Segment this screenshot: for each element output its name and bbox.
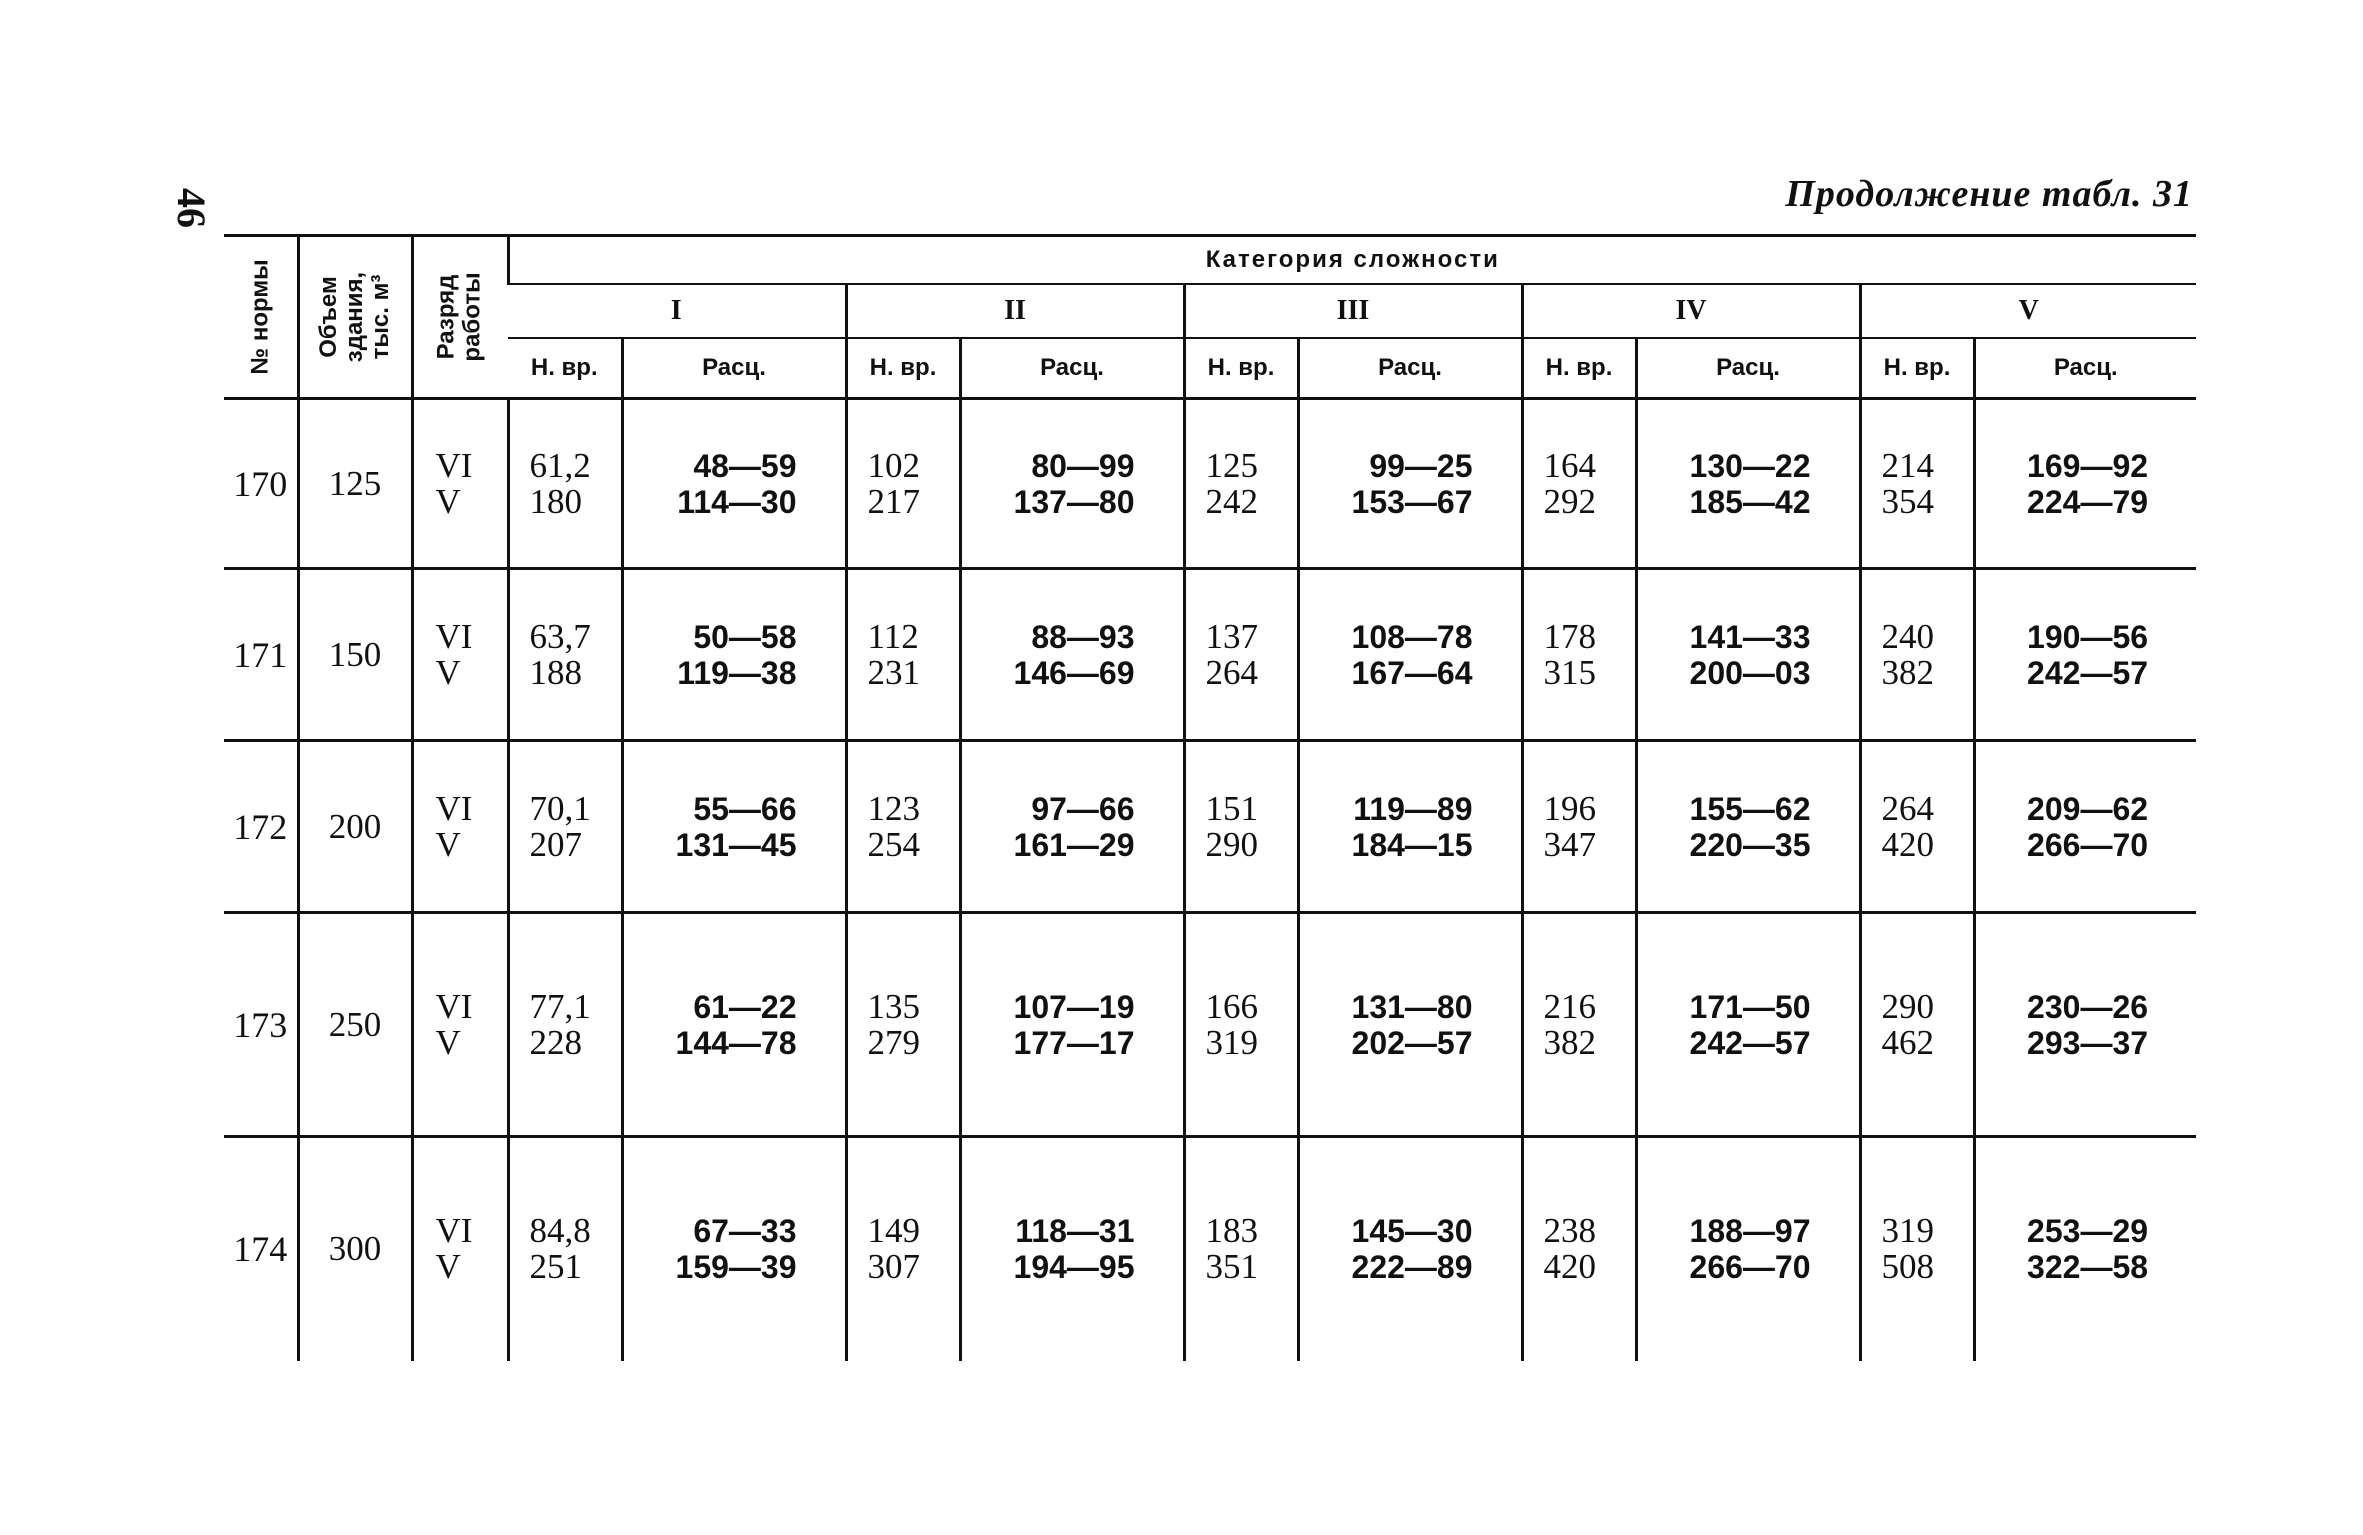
- cell-line: 63,7: [529, 616, 591, 656]
- header-rate: Расц.: [622, 338, 846, 399]
- cell-line: 130—22: [1689, 447, 1811, 484]
- cell-line: 315: [1543, 652, 1596, 692]
- building-volume-cell: 200: [298, 741, 412, 913]
- norm-time-cell: [1522, 1137, 1636, 1361]
- rate-cell: [960, 399, 1184, 569]
- header-complexity-category: Категория сложности: [508, 236, 2196, 285]
- cell-line: 194—95: [1013, 1249, 1135, 1286]
- rates-table: [224, 234, 2196, 1361]
- cell-line: V: [435, 481, 461, 521]
- cell-line: 347: [1543, 824, 1596, 864]
- cell-line: 290: [1205, 824, 1258, 864]
- norm-time-cell: [846, 569, 960, 741]
- norm-time-cell: [1522, 913, 1636, 1137]
- header-work-grade: Разряд работы: [412, 236, 508, 399]
- norm-number-cell: 172: [224, 741, 298, 913]
- cell-line: VI: [435, 788, 473, 828]
- cell-line: V: [435, 824, 461, 864]
- rate-cell: [622, 1137, 846, 1361]
- cell-line: 207: [529, 824, 582, 864]
- cell-line: 61—22: [693, 988, 797, 1025]
- cell-line: 508: [1881, 1247, 1934, 1287]
- header-category-2: II: [846, 284, 1184, 338]
- cell-line: 290: [1881, 986, 1934, 1026]
- cell-line: 61,2: [529, 445, 591, 485]
- cell-line: 319: [1881, 1211, 1934, 1251]
- norm-time-cell: [1184, 913, 1298, 1137]
- norm-time-cell: [508, 913, 622, 1137]
- header-norm-time: Н. вр.: [1860, 338, 1974, 399]
- cell-line: 164: [1543, 445, 1596, 485]
- cell-line: 166: [1205, 986, 1258, 1026]
- cell-line: 161—29: [1013, 826, 1135, 863]
- cell-line: 266—70: [1689, 1249, 1811, 1286]
- cell-line: 167—64: [1351, 654, 1473, 691]
- cell-line: 209—62: [2027, 790, 2149, 827]
- cell-line: 102: [867, 445, 920, 485]
- cell-line: 145—30: [1351, 1213, 1473, 1250]
- building-volume-cell: 125: [298, 399, 412, 569]
- rate-cell: [1974, 399, 2196, 569]
- header-category-3: III: [1184, 284, 1522, 338]
- norm-time-cell: [1522, 569, 1636, 741]
- norm-time-cell: [846, 1137, 960, 1361]
- cell-line: 177—17: [1013, 1024, 1135, 1061]
- cell-line: 264: [1881, 788, 1934, 828]
- norm-time-cell: [508, 399, 622, 569]
- cell-line: 114—30: [677, 483, 797, 520]
- norm-time-cell: [1522, 741, 1636, 913]
- cell-line: 382: [1543, 1022, 1596, 1062]
- cell-line: 230—26: [2027, 988, 2149, 1025]
- cell-line: 196: [1543, 788, 1596, 828]
- cell-line: 293—37: [2027, 1024, 2149, 1061]
- cell-line: 279: [867, 1022, 920, 1062]
- table-row: [224, 741, 2196, 913]
- norm-number-cell: 174: [233, 1229, 288, 1270]
- cell-line: 55—66: [693, 790, 797, 827]
- header-category-5: V: [1860, 284, 2196, 338]
- rate-cell: [622, 399, 846, 569]
- work-grade-cell: [412, 569, 508, 741]
- cell-line: 88—93: [1031, 618, 1135, 655]
- cell-line: VI: [435, 445, 473, 485]
- norm-time-cell: [1860, 399, 1974, 569]
- cell-line: 228: [529, 1022, 582, 1062]
- cell-line: 131—80: [1351, 988, 1473, 1025]
- cell-line: 123: [867, 788, 920, 828]
- cell-line: 108—78: [1351, 618, 1473, 655]
- header-norm-time: Н. вр.: [508, 338, 622, 399]
- cell-line: 242—57: [1689, 1024, 1811, 1061]
- cell-line: V: [435, 652, 461, 692]
- rate-cell: [1298, 569, 1522, 741]
- cell-line: V: [435, 1022, 461, 1062]
- work-grade-cell: [412, 399, 508, 569]
- cell-line: 131—45: [675, 826, 797, 863]
- rate-cell: [622, 741, 846, 913]
- cell-line: VI: [435, 616, 473, 656]
- norm-number-cell: 171: [224, 569, 298, 741]
- cell-line: 80—99: [1031, 447, 1135, 484]
- cell-line: 200—03: [1689, 654, 1811, 691]
- header-norm-time: Н. вр.: [1522, 338, 1636, 399]
- cell-line: 214: [1881, 445, 1934, 485]
- cell-line: 188—97: [1689, 1213, 1811, 1250]
- cell-line: 319: [1205, 1022, 1258, 1062]
- header-rate: Расц.: [1636, 338, 1860, 399]
- cell-line: 125: [1205, 445, 1258, 485]
- cell-line: 50—58: [693, 618, 797, 655]
- cell-line: 97—66: [1031, 790, 1135, 827]
- rate-cell: [960, 569, 1184, 741]
- work-grade-cell: [412, 741, 508, 913]
- rate-cell: [960, 913, 1184, 1137]
- rate-cell: [1636, 399, 1860, 569]
- rate-cell: [1298, 399, 1522, 569]
- cell-line: 222—89: [1351, 1249, 1473, 1286]
- table-row: [224, 399, 2196, 569]
- table-row: [224, 1137, 2196, 1361]
- table-row: [224, 913, 2196, 1137]
- header-category-1: I: [508, 284, 846, 338]
- cell-line: 112: [867, 616, 919, 656]
- rate-cell: [1298, 1137, 1522, 1361]
- table-row: [224, 569, 2196, 741]
- header-rate: Расц.: [960, 338, 1184, 399]
- rate-cell: [1298, 913, 1522, 1137]
- cell-line: 178: [1543, 616, 1596, 656]
- header-building-volume: Объем здания, тыс. м³: [298, 236, 412, 399]
- cell-line: 159—39: [675, 1249, 797, 1286]
- rate-cell: [1974, 569, 2196, 741]
- cell-line: 231: [867, 652, 920, 692]
- norm-number-cell: 173: [224, 913, 298, 1137]
- cell-line: 185—42: [1689, 483, 1811, 520]
- cell-line: 169—92: [2027, 447, 2149, 484]
- cell-line: 462: [1881, 1022, 1934, 1062]
- cell-line: 153—67: [1351, 483, 1473, 520]
- cell-line: 180: [529, 481, 582, 521]
- table-title: Продолжение табл. 31: [1785, 173, 2193, 215]
- cell-line: 77,1: [529, 986, 591, 1026]
- cell-line: 220—35: [1689, 826, 1811, 863]
- cell-line: 184—15: [1351, 826, 1473, 863]
- cell-line: 266—70: [2027, 826, 2149, 863]
- work-grade-cell: [412, 1137, 508, 1361]
- norm-time-cell: [1860, 741, 1974, 913]
- cell-line: 144—78: [675, 1024, 797, 1061]
- cell-line: 354: [1881, 481, 1934, 521]
- cell-line: 217: [867, 481, 920, 521]
- cell-line: 151: [1205, 788, 1258, 828]
- norm-time-cell: [846, 399, 960, 569]
- cell-line: 190—56: [2027, 618, 2149, 655]
- cell-line: VI: [435, 986, 473, 1026]
- page-number: 46: [169, 188, 215, 228]
- norm-time-cell: [1184, 399, 1298, 569]
- norm-time-cell: [1184, 1137, 1298, 1361]
- cell-line: 119—38: [677, 654, 797, 691]
- cell-line: 420: [1881, 824, 1934, 864]
- building-volume-cell: 250: [298, 913, 412, 1137]
- cell-line: 70,1: [529, 788, 591, 828]
- rate-cell: [1636, 1137, 1860, 1361]
- header-rate: Расц.: [1298, 338, 1522, 399]
- header-category-4: IV: [1522, 284, 1860, 338]
- rate-cell: [622, 569, 846, 741]
- rate-cell: [1974, 1137, 2196, 1361]
- cell-line: 216: [1543, 986, 1596, 1026]
- cell-line: 107—19: [1013, 988, 1135, 1025]
- cell-line: 99—25: [1369, 447, 1473, 484]
- rate-cell: [1636, 569, 1860, 741]
- cell-line: 242—57: [2027, 654, 2149, 691]
- cell-line: 251: [529, 1247, 582, 1287]
- cell-line: 254: [867, 824, 920, 864]
- cell-line: 149: [867, 1211, 920, 1251]
- rate-cell: [622, 913, 846, 1137]
- cell-line: 307: [867, 1247, 920, 1287]
- norm-time-cell: [508, 569, 622, 741]
- building-volume-cell: 300: [298, 1137, 412, 1361]
- norm-time-cell: [508, 741, 622, 913]
- header-norm-number: № нормы: [224, 236, 298, 399]
- rate-cell: [1298, 741, 1522, 913]
- header-rate: Расц.: [1974, 338, 2196, 399]
- cell-line: 240: [1881, 616, 1934, 656]
- rate-cell: [1974, 913, 2196, 1137]
- norm-time-cell: [1860, 569, 1974, 741]
- cell-line: V: [435, 1247, 461, 1287]
- cell-line: 119—89: [1353, 790, 1473, 827]
- rate-cell: [960, 741, 1184, 913]
- work-grade-cell: [412, 913, 508, 1137]
- rate-cell: [960, 1137, 1184, 1361]
- cell-line: 67—33: [693, 1213, 797, 1250]
- cell-line: 84,8: [529, 1211, 591, 1251]
- cell-line: 155—62: [1689, 790, 1811, 827]
- header-norm-time: Н. вр.: [1184, 338, 1298, 399]
- cell-line: 137: [1205, 616, 1258, 656]
- cell-line: VI: [435, 1211, 473, 1251]
- cell-line: 188: [529, 652, 582, 692]
- norm-time-cell: [1860, 913, 1974, 1137]
- cell-line: 137—80: [1013, 483, 1135, 520]
- rate-cell: [1974, 741, 2196, 913]
- norm-time-cell: [1184, 569, 1298, 741]
- cell-line: 135: [867, 986, 920, 1026]
- cell-line: 141—33: [1689, 618, 1811, 655]
- cell-line: 171—50: [1689, 988, 1811, 1025]
- cell-line: 253—29: [2027, 1213, 2149, 1250]
- building-volume-cell: 150: [298, 569, 412, 741]
- norm-time-cell: [1522, 399, 1636, 569]
- cell-line: 322—58: [2027, 1249, 2149, 1286]
- norm-time-cell: [846, 913, 960, 1137]
- cell-line: 202—57: [1351, 1024, 1473, 1061]
- rate-cell: [1636, 913, 1860, 1137]
- cell-line: 224—79: [2027, 483, 2149, 520]
- cell-line: 420: [1543, 1247, 1596, 1287]
- cell-line: 118—31: [1015, 1213, 1135, 1250]
- rate-cell: [1636, 741, 1860, 913]
- cell-line: 292: [1543, 481, 1596, 521]
- cell-line: 48—59: [693, 447, 797, 484]
- header-norm-time: Н. вр.: [846, 338, 960, 399]
- norm-time-cell: [1860, 1137, 1974, 1361]
- cell-line: 146—69: [1013, 654, 1135, 691]
- norm-time-cell: [846, 741, 960, 913]
- cell-line: 238: [1543, 1211, 1596, 1251]
- cell-line: 351: [1205, 1247, 1258, 1287]
- cell-line: 183: [1205, 1211, 1258, 1251]
- norm-number-cell: 170: [224, 399, 298, 569]
- cell-line: 382: [1881, 652, 1934, 692]
- cell-line: 242: [1205, 481, 1258, 521]
- norm-time-cell: [508, 1137, 622, 1361]
- cell-line: 264: [1205, 652, 1258, 692]
- norm-time-cell: [1184, 741, 1298, 913]
